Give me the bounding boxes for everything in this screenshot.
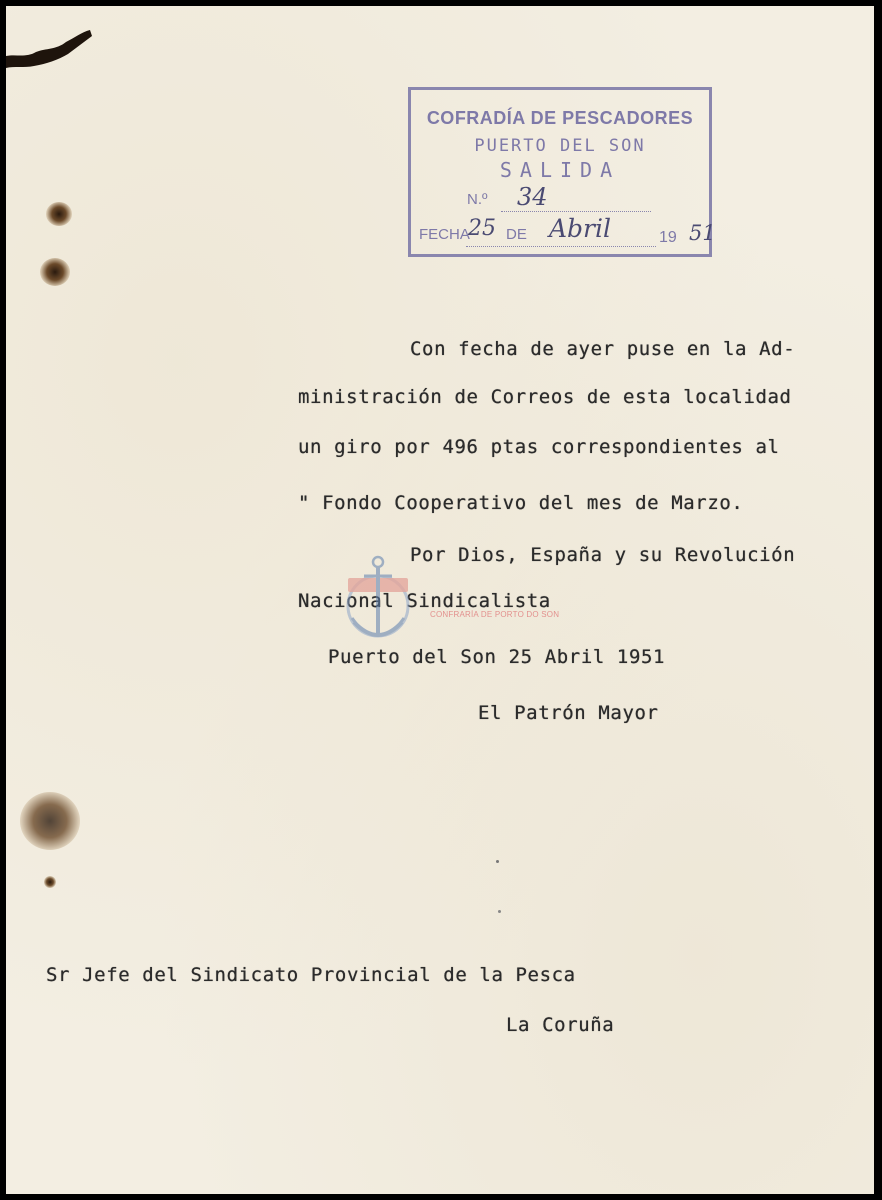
stamp-de-label: DE — [506, 226, 527, 243]
recipient-line-2: La Coruña — [506, 1014, 615, 1036]
document-page — [6, 6, 874, 1194]
recipient-line-1: Sr Jefe del Sindicato Provincial de la Pesca — [46, 964, 576, 986]
stamp-date-underline — [466, 246, 656, 247]
ink-speck — [496, 860, 499, 863]
body-line-2: ministración de Correos de esta localidad — [298, 386, 792, 408]
closing-line-1: Por Dios, España y su Revolución — [410, 544, 796, 566]
body-line-3: un giro por 496 ptas correspondientes al — [298, 436, 780, 458]
body-line-4: " Fondo Cooperativo del mes de Marzo. — [298, 492, 744, 514]
punch-hole-mark — [20, 792, 80, 850]
stamp-organization: COFRADÍA DE PESCADORES — [426, 108, 694, 128]
stamp-port: PUERTO DEL SON — [474, 136, 646, 156]
stamp-number-underline — [501, 211, 651, 212]
stamp-direction: SALIDA — [499, 158, 621, 182]
stamp-year-suffix: 51 — [689, 221, 716, 245]
punch-hole-mark — [40, 258, 70, 286]
stamp-day: 25 — [468, 216, 496, 241]
outgoing-register-stamp — [408, 87, 716, 257]
watermark-text: CONFRARÍA DE PORTO DO SON — [430, 610, 560, 619]
body-line-1: Con fecha de ayer puse en la Ad- — [410, 338, 796, 360]
signer-line: El Patrón Mayor — [478, 702, 659, 724]
stamp-year-prefix: 19 — [659, 229, 677, 246]
punch-hole-mark — [44, 876, 56, 888]
stamp-date-label: FECHA — [419, 226, 470, 243]
stamp-month: Abril — [549, 214, 611, 243]
place-date-line: Puerto del Son 25 Abril 1951 — [328, 646, 666, 668]
torn-corner-mark — [6, 28, 96, 68]
punch-hole-mark — [46, 202, 72, 226]
anchor-logo-watermark — [338, 552, 418, 652]
ink-speck — [498, 910, 501, 913]
stamp-number-value: 34 — [517, 183, 548, 211]
closing-line-2: Nacional Sindicalista — [298, 590, 551, 612]
stamp-number-label: N.º — [467, 191, 488, 208]
